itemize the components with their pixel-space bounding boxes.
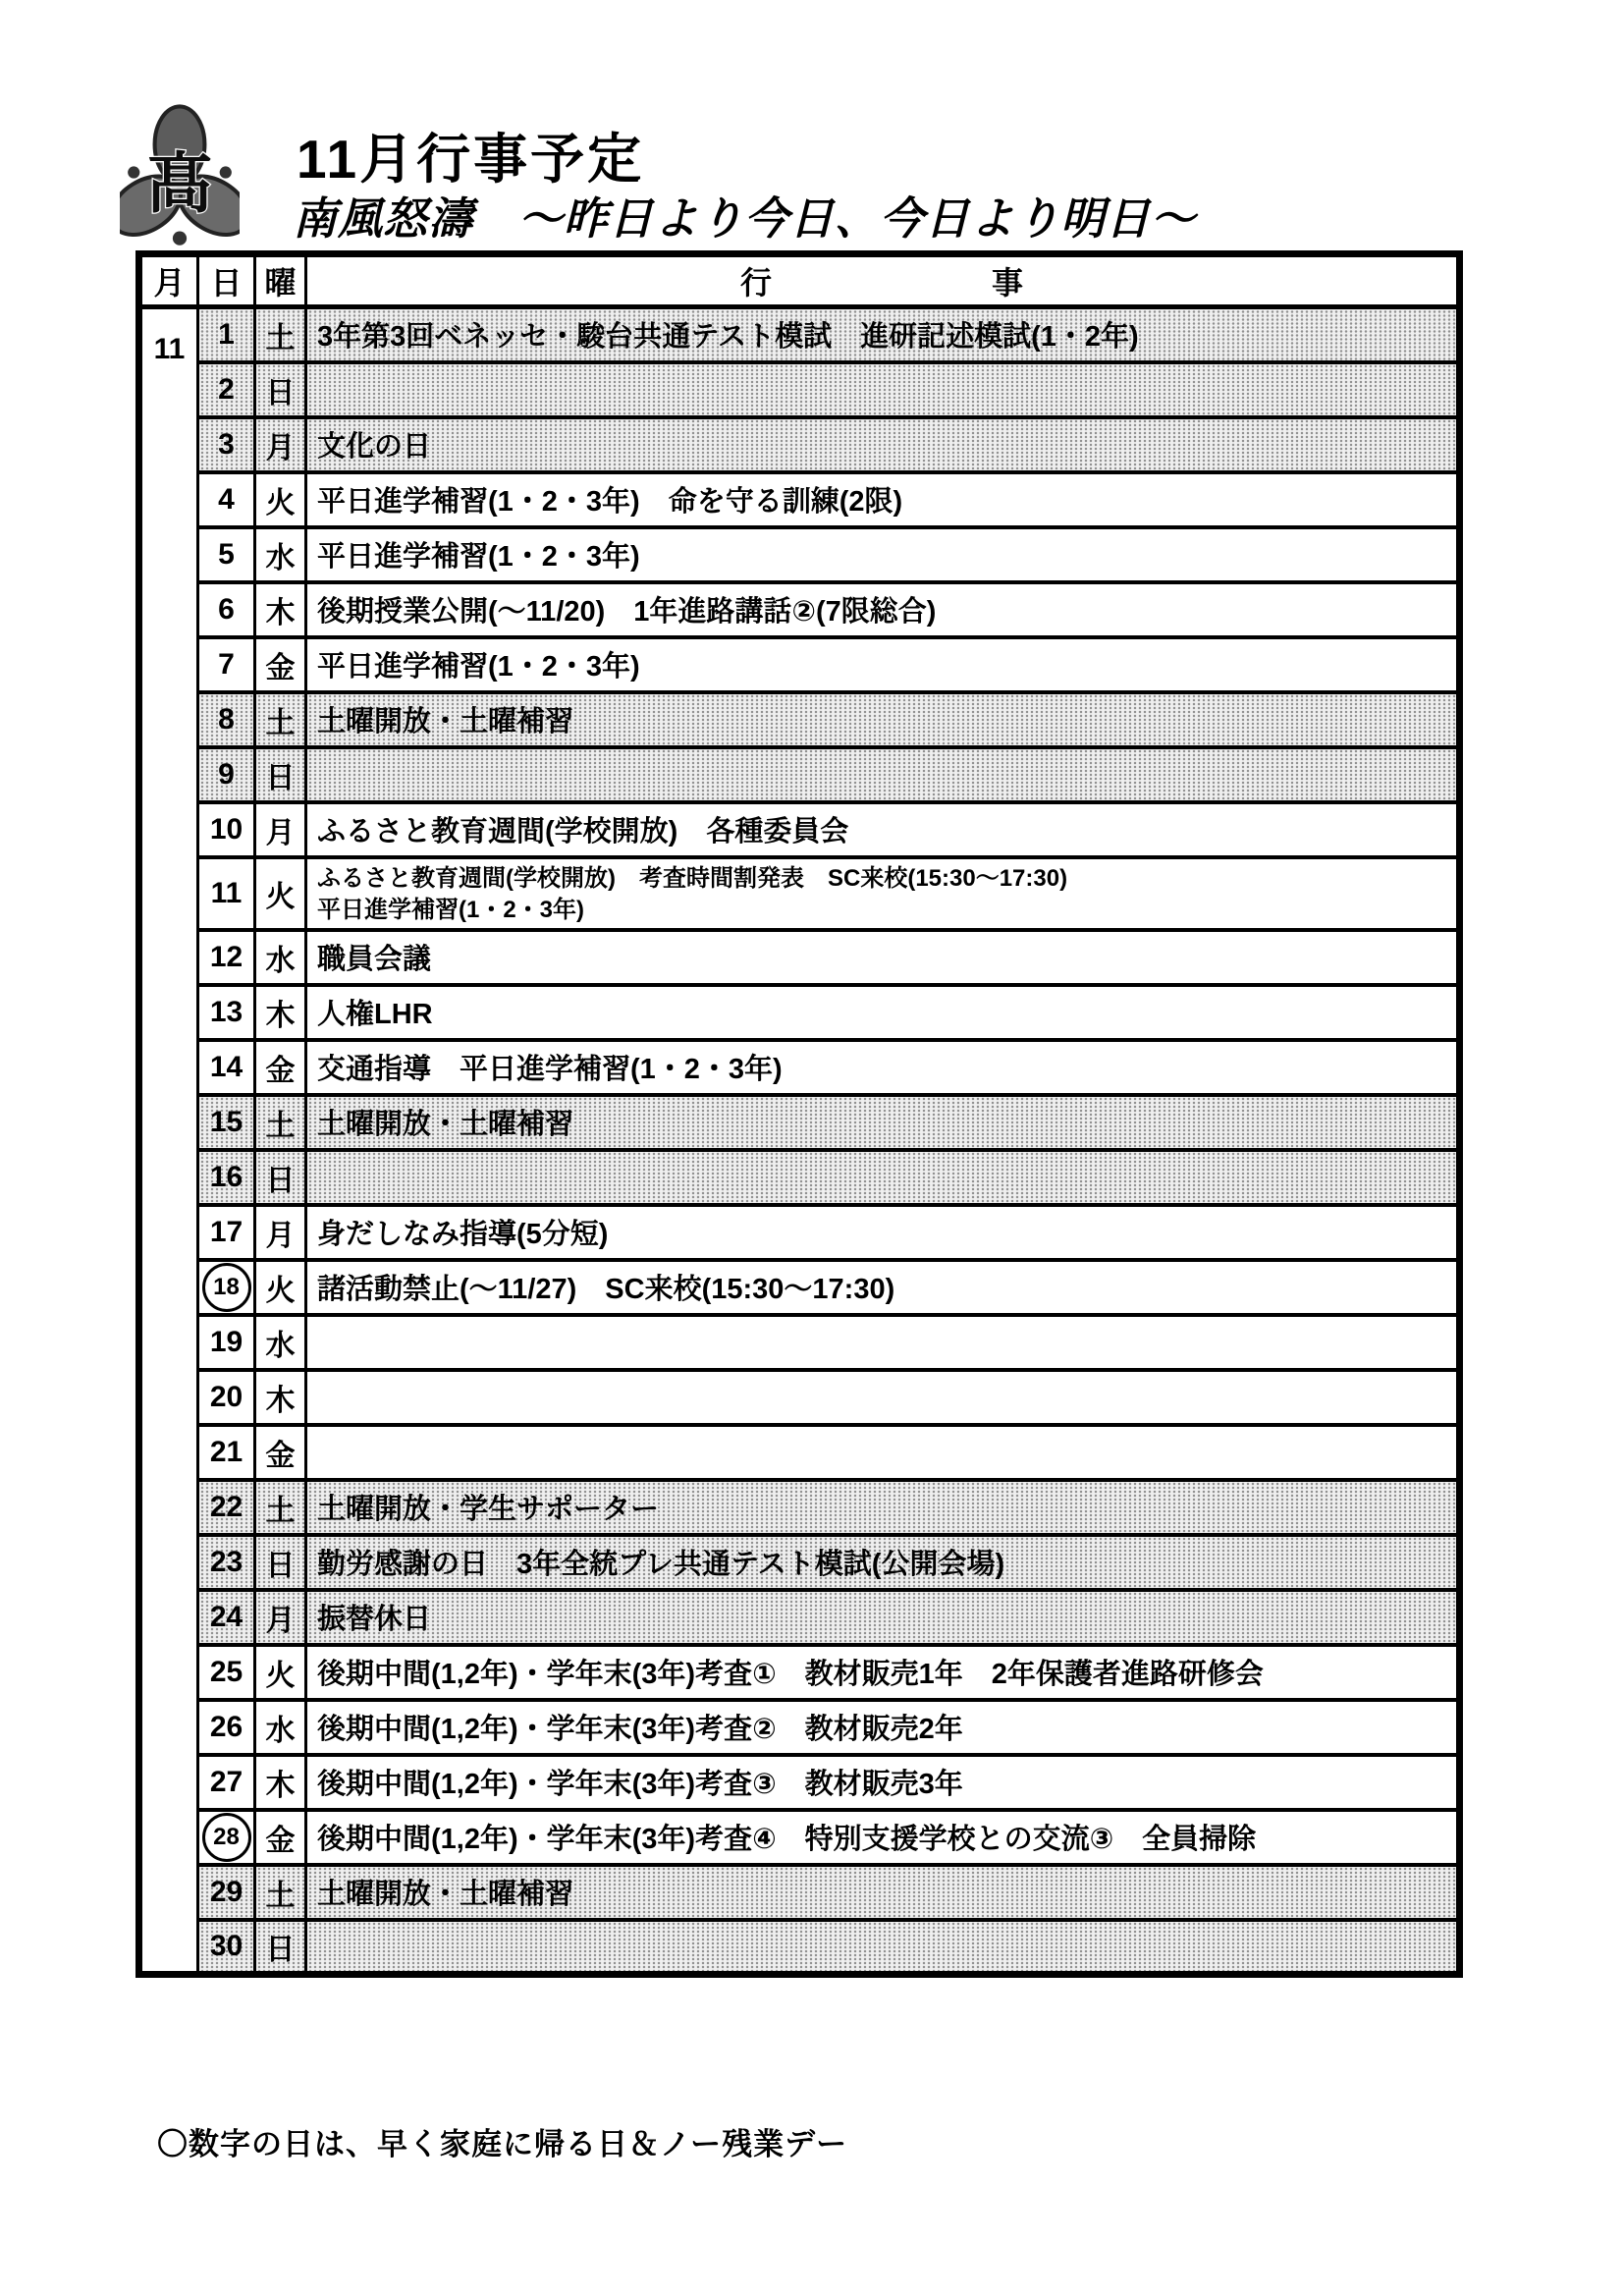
weekday-cell — [255, 1590, 306, 1645]
weekday-label: 木 — [265, 596, 296, 629]
table-row — [139, 637, 1460, 692]
day-cell — [198, 692, 255, 747]
table-row — [139, 1260, 1460, 1315]
weekday-cell — [255, 307, 306, 362]
day-number: 1 — [218, 317, 235, 351]
event-cell — [306, 857, 1460, 930]
header-weekday: 曜 — [255, 254, 306, 307]
weekday-cell — [255, 692, 306, 747]
event-text: 人権LHR — [317, 999, 433, 1030]
table-row — [139, 1920, 1460, 1975]
weekday-cell — [255, 985, 306, 1040]
day-cell — [198, 1920, 255, 1975]
day-cell — [198, 1205, 255, 1260]
event-text: ふるさと教育週間(学校開放) 考査時間割発表 SC来校(15:30～17:30) — [317, 864, 1068, 892]
table-row — [139, 857, 1460, 930]
event-cell — [306, 1425, 1460, 1480]
event-cell — [306, 1260, 1460, 1315]
event-cell — [306, 1755, 1460, 1810]
weekday-cell — [255, 1370, 306, 1425]
event-text: 後期中間(1,2年)・学年末(3年)考査① 教材販売1年 2年保護者進路研修会 — [317, 1659, 1264, 1690]
weekday-cell — [255, 637, 306, 692]
day-number: 5 — [218, 537, 235, 571]
weekday-cell — [255, 1810, 306, 1865]
day-number: 24 — [209, 1600, 244, 1633]
weekday-label: 土 — [265, 1879, 296, 1912]
day-number: 17 — [209, 1215, 244, 1248]
event-cell — [306, 307, 1460, 362]
weekday-label: 日 — [265, 376, 296, 410]
day-cell — [198, 527, 255, 582]
day-cell — [198, 1095, 255, 1150]
header-day: 日 — [198, 254, 255, 307]
table-row — [139, 692, 1460, 747]
day-cell — [198, 417, 255, 472]
school-emblem-logo — [120, 94, 240, 249]
event-text: 交通指導 平日進学補習(1・2・3年) — [317, 1054, 783, 1085]
weekday-label: 月 — [265, 431, 296, 465]
day-cell — [198, 1260, 255, 1315]
event-text: 後期中間(1,2年)・学年末(3年)考査② 教材販売2年 — [317, 1714, 963, 1745]
weekday-cell — [255, 1480, 306, 1535]
event-text: 文化の日 — [317, 431, 432, 463]
weekday-label: 水 — [265, 1329, 296, 1362]
event-cell — [306, 1150, 1460, 1205]
weekday-cell — [255, 1755, 306, 1810]
day-number: 11 — [210, 876, 243, 909]
weekday-label: 日 — [265, 1164, 296, 1197]
day-number: 21 — [209, 1435, 244, 1468]
day-number: 29 — [209, 1875, 244, 1908]
day-cell — [198, 1865, 255, 1920]
day-number: 22 — [209, 1490, 244, 1523]
event-cell — [306, 1480, 1460, 1535]
event-text: 土曜開放・学生サポーター — [317, 1494, 660, 1525]
weekday-label: 金 — [265, 1054, 296, 1087]
day-number: 4 — [218, 482, 235, 516]
weekday-label: 火 — [265, 1659, 296, 1692]
day-number: 18 — [202, 1263, 251, 1312]
weekday-label: 水 — [265, 1714, 296, 1747]
day-cell — [198, 1700, 255, 1755]
weekday-cell — [255, 747, 306, 802]
event-text: 平日進学補習(1・2・3年) 命を守る訓練(2限) — [317, 486, 903, 518]
weekday-label: 金 — [265, 651, 296, 684]
footer-note: 〇数字の日は、早く家庭に帰る日＆ノー残業デー — [157, 2127, 848, 2161]
event-text: 平日進学補習(1・2・3年) — [317, 651, 640, 683]
event-text: 後期中間(1,2年)・学年末(3年)考査④ 特別支援学校との交流③ 全員掃除 — [317, 1824, 1257, 1855]
event-cell — [306, 362, 1460, 417]
event-text: 諸活動禁止(～11/27) SC来校(15:30～17:30) — [317, 1274, 895, 1305]
event-cell — [306, 1095, 1460, 1150]
weekday-label: 水 — [265, 944, 296, 977]
event-cell — [306, 1535, 1460, 1590]
weekday-label: 水 — [265, 541, 296, 574]
day-cell — [198, 637, 255, 692]
event-text: 平日進学補習(1・2・3年) — [317, 541, 640, 573]
weekday-cell — [255, 1205, 306, 1260]
table-row — [139, 1370, 1460, 1425]
day-cell — [198, 930, 255, 985]
day-number: 25 — [209, 1655, 244, 1688]
page-subtitle: 南風怒濤 ～昨日より今日、今日より明日～ — [293, 192, 1197, 245]
day-cell — [198, 985, 255, 1040]
day-cell — [198, 1810, 255, 1865]
day-number: 19 — [209, 1325, 244, 1358]
event-text: 勤労感謝の日 3年全統プレ共通テスト模試(公開会場) — [317, 1549, 1005, 1580]
day-number: 6 — [218, 592, 235, 626]
event-text: ふるさと教育週間(学校開放) 各種委員会 — [317, 816, 849, 847]
weekday-label: 月 — [265, 1219, 296, 1252]
weekday-cell — [255, 1040, 306, 1095]
day-number: 8 — [218, 702, 235, 736]
event-cell — [306, 1700, 1460, 1755]
day-cell — [198, 1755, 255, 1810]
table-row — [139, 802, 1460, 857]
day-cell — [198, 1150, 255, 1205]
day-cell — [198, 1040, 255, 1095]
day-number: 26 — [209, 1710, 244, 1743]
weekday-cell — [255, 802, 306, 857]
event-text: 3年第3回ベネッセ・駿台共通テスト模試 進研記述模試(1・2年) — [317, 321, 1139, 354]
weekday-cell — [255, 930, 306, 985]
day-cell — [198, 1535, 255, 1590]
table-row — [139, 1865, 1460, 1920]
event-cell — [306, 747, 1460, 802]
day-cell — [198, 582, 255, 637]
weekday-cell — [255, 472, 306, 527]
event-cell — [306, 692, 1460, 747]
table-row — [139, 417, 1460, 472]
header-row — [139, 254, 1460, 307]
day-cell — [198, 1480, 255, 1535]
table-row — [139, 1150, 1460, 1205]
table-row — [139, 1480, 1460, 1535]
day-number: 10 — [209, 812, 244, 846]
event-cell — [306, 1920, 1460, 1975]
weekday-cell — [255, 1260, 306, 1315]
weekday-label: 木 — [265, 999, 296, 1032]
weekday-label: 木 — [265, 1769, 296, 1802]
schedule-table — [135, 250, 1463, 1978]
weekday-label: 金 — [265, 1824, 296, 1857]
weekday-label: 金 — [265, 1439, 296, 1472]
day-number: 28 — [202, 1813, 251, 1862]
table-row — [139, 582, 1460, 637]
weekday-cell — [255, 1315, 306, 1370]
weekday-cell — [255, 1920, 306, 1975]
day-number: 3 — [218, 427, 235, 461]
day-number: 7 — [218, 647, 235, 681]
event-cell — [306, 1370, 1460, 1425]
table-row — [139, 1040, 1460, 1095]
day-cell — [198, 1370, 255, 1425]
weekday-label: 日 — [265, 1549, 296, 1582]
day-cell — [198, 1590, 255, 1645]
event-cell — [306, 637, 1460, 692]
weekday-label: 日 — [265, 1933, 296, 1966]
day-number: 12 — [209, 940, 244, 973]
table-row — [139, 1425, 1460, 1480]
table-row — [139, 1315, 1460, 1370]
weekday-label: 火 — [265, 486, 296, 519]
table-row — [139, 1700, 1460, 1755]
weekday-cell — [255, 1700, 306, 1755]
event-cell — [306, 930, 1460, 985]
weekday-cell — [255, 527, 306, 582]
weekday-label: 月 — [265, 816, 296, 849]
event-cell — [306, 1645, 1460, 1700]
event-cell — [306, 1590, 1460, 1645]
day-cell — [198, 362, 255, 417]
weekday-cell — [255, 857, 306, 930]
event-cell — [306, 1315, 1460, 1370]
event-text: 後期授業公開(～11/20) 1年進路講話②(7限総合) — [317, 596, 937, 628]
header-month: 月 — [139, 254, 198, 307]
day-cell — [198, 747, 255, 802]
weekday-label: 土 — [265, 1109, 296, 1142]
event-cell — [306, 527, 1460, 582]
event-text: 後期中間(1,2年)・学年末(3年)考査③ 教材販売3年 — [317, 1769, 963, 1800]
event-text: 身だしなみ指導(5分短) — [317, 1219, 609, 1250]
weekday-cell — [255, 1425, 306, 1480]
table-row — [139, 472, 1460, 527]
event-cell — [306, 1865, 1460, 1920]
table-row — [139, 307, 1460, 362]
weekday-cell — [255, 1150, 306, 1205]
table-row — [139, 1810, 1460, 1865]
day-number: 9 — [218, 757, 235, 791]
weekday-label: 土 — [265, 706, 296, 739]
weekday-cell — [255, 1095, 306, 1150]
day-number: 27 — [209, 1765, 244, 1798]
day-number: 14 — [209, 1050, 244, 1083]
table-row — [139, 1645, 1460, 1700]
table-row — [139, 1205, 1460, 1260]
event-cell — [306, 472, 1460, 527]
weekday-cell — [255, 362, 306, 417]
event-cell — [306, 582, 1460, 637]
schedule-body — [139, 307, 1460, 1975]
weekday-cell — [255, 417, 306, 472]
table-row — [139, 1535, 1460, 1590]
weekday-cell — [255, 1645, 306, 1700]
weekday-label: 木 — [265, 1384, 296, 1417]
day-cell — [198, 307, 255, 362]
day-number: 15 — [209, 1105, 244, 1138]
weekday-cell — [255, 582, 306, 637]
weekday-label: 火 — [265, 880, 296, 913]
weekday-label: 火 — [265, 1274, 296, 1307]
event-text: 振替休日 — [317, 1604, 432, 1635]
event-text: 土曜開放・土曜補習 — [317, 1879, 574, 1910]
weekday-cell — [255, 1535, 306, 1590]
day-cell — [198, 1645, 255, 1700]
event-cell — [306, 417, 1460, 472]
weekday-label: 土 — [265, 1494, 296, 1527]
table-row — [139, 362, 1460, 417]
month-cell — [139, 307, 198, 1975]
table-row — [139, 747, 1460, 802]
day-cell — [198, 1315, 255, 1370]
event-text: 職員会議 — [317, 944, 432, 975]
day-number: 23 — [209, 1545, 244, 1578]
weekday-cell — [255, 1865, 306, 1920]
event-text: 土曜開放・土曜補習 — [317, 706, 574, 738]
table-row — [139, 527, 1460, 582]
table-row — [139, 930, 1460, 985]
day-cell — [198, 1425, 255, 1480]
header-events: 行 事 — [306, 254, 1460, 307]
day-number: 2 — [218, 372, 235, 406]
day-number: 30 — [209, 1929, 244, 1962]
day-cell — [198, 472, 255, 527]
emblem-character: 髙 — [146, 147, 213, 222]
event-cell — [306, 1040, 1460, 1095]
event-cell — [306, 1810, 1460, 1865]
day-number: 16 — [209, 1160, 244, 1193]
page-title: 11月行事予定 — [297, 129, 645, 190]
month-value: 11 — [153, 333, 186, 365]
day-number: 20 — [209, 1380, 244, 1413]
event-text-line2: 平日進学補習(1・2・3年) — [317, 896, 585, 923]
event-text: 土曜開放・土曜補習 — [317, 1109, 574, 1140]
schedule-header — [139, 254, 1460, 307]
event-cell — [306, 1205, 1460, 1260]
event-cell — [306, 985, 1460, 1040]
table-row — [139, 985, 1460, 1040]
day-number: 13 — [209, 995, 244, 1028]
table-row — [139, 1590, 1460, 1645]
event-cell — [306, 802, 1460, 857]
weekday-label: 月 — [265, 1604, 296, 1637]
table-row — [139, 1095, 1460, 1150]
day-cell — [198, 857, 255, 930]
day-cell — [198, 802, 255, 857]
weekday-label: 日 — [265, 761, 296, 794]
weekday-label: 土 — [265, 321, 296, 355]
table-row — [139, 1755, 1460, 1810]
